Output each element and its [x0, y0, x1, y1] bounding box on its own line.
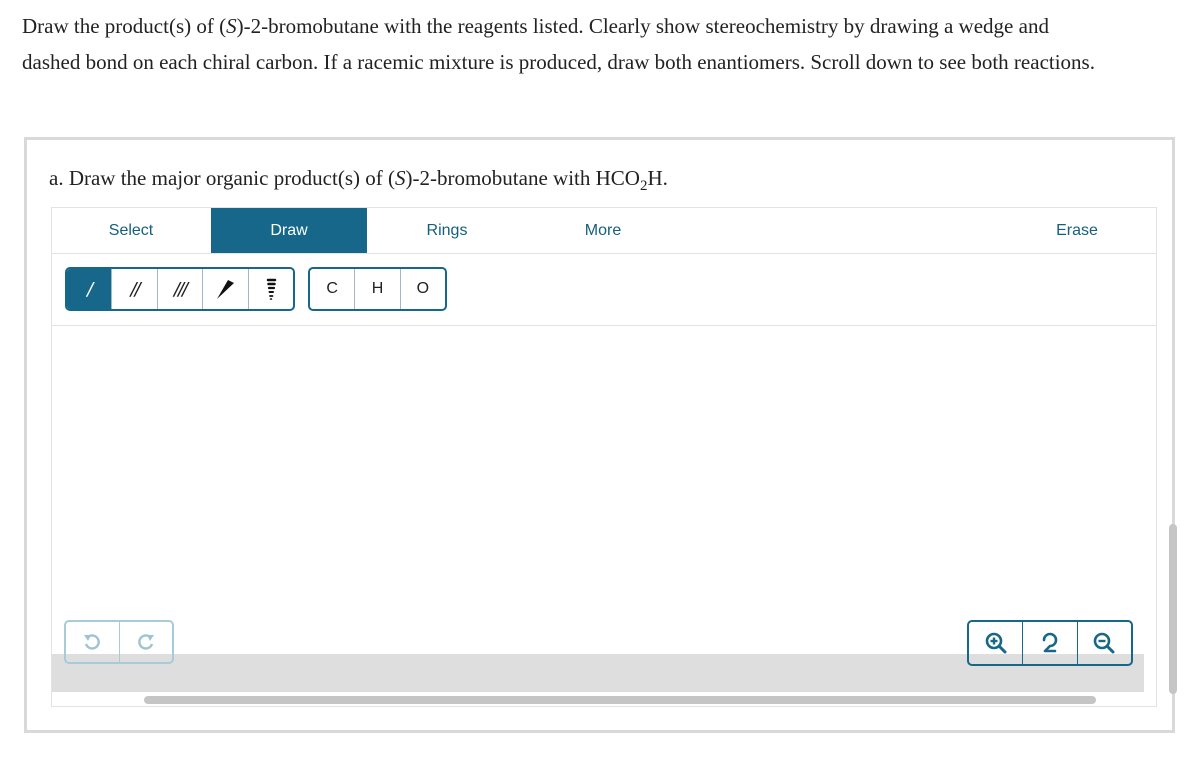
- zoom-out-button[interactable]: [1078, 622, 1131, 664]
- instructions-text: Draw the product(s) of (: [22, 14, 227, 38]
- select-menu[interactable]: Select: [108, 222, 154, 239]
- rings-menu[interactable]: Rings: [426, 222, 468, 239]
- instructions-text-cont: )-2-bromobutane with the reagents listed. Clearly show stereochemistry by drawing a wedge and: [236, 14, 1049, 38]
- vertical-scrollbar[interactable]: [1169, 524, 1177, 694]
- instructions-line-1: [22, 8, 1182, 44]
- horizontal-scrollbar[interactable]: [144, 696, 1096, 704]
- wedge-bond-icon: [215, 278, 235, 300]
- wedge-bond-tool[interactable]: [203, 269, 248, 309]
- dash-bond-icon: [261, 277, 281, 301]
- question-text: a. Draw the major organic product(s) of (: [49, 166, 395, 190]
- atom-tool-group: [308, 267, 447, 311]
- single-bond-tool[interactable]: [67, 269, 112, 309]
- editor-menubar: [52, 208, 1156, 254]
- question-panel: [24, 137, 1175, 733]
- draw-menu[interactable]: Draw: [211, 208, 367, 253]
- question-prompt: [49, 166, 668, 194]
- drawing-canvas[interactable]: [52, 326, 1156, 592]
- question-reagent: )-2-bromobutane with HCO: [405, 166, 640, 190]
- more-menu[interactable]: More: [584, 222, 622, 239]
- draw-toolbar: [52, 254, 1156, 326]
- instructions: [22, 8, 1182, 80]
- undo-icon: [83, 633, 101, 651]
- question-suffix: H.: [647, 166, 668, 190]
- atom-o-button[interactable]: O: [416, 280, 430, 297]
- history-controls: [64, 620, 174, 664]
- bond-tool-group: [65, 267, 295, 311]
- atom-c-button[interactable]: C: [310, 269, 355, 309]
- double-bond-icon: //: [130, 278, 139, 300]
- question-stereo-label: S: [395, 166, 406, 190]
- redo-icon: [137, 633, 155, 651]
- atom-h-button[interactable]: H: [355, 269, 400, 309]
- molecule-editor: [51, 207, 1157, 707]
- dash-bond-tool[interactable]: [249, 269, 293, 309]
- instructions-line-2: dashed bond on each chiral carbon. If a racemic mixture is produced, draw both enantiomers. Scroll down to see both reactions.: [22, 50, 1095, 74]
- undo-button[interactable]: [66, 622, 120, 662]
- zoom-out-icon: [1093, 632, 1115, 654]
- question-subscript: 2: [639, 178, 648, 194]
- zoom-controls: [967, 620, 1133, 666]
- redo-button[interactable]: [120, 622, 173, 662]
- reset-zoom-button[interactable]: [1023, 622, 1077, 664]
- double-bond-tool[interactable]: [112, 269, 157, 309]
- zoom-in-icon: [985, 632, 1007, 654]
- reset-zoom-icon: [1039, 632, 1061, 654]
- triple-bond-icon: ///: [173, 278, 187, 300]
- triple-bond-tool[interactable]: [158, 269, 203, 309]
- erase-menu[interactable]: Erase: [1056, 222, 1098, 239]
- single-bond-icon: /: [87, 278, 92, 300]
- zoom-in-button[interactable]: [969, 622, 1023, 664]
- instructions-stereo-label: S: [226, 14, 237, 38]
